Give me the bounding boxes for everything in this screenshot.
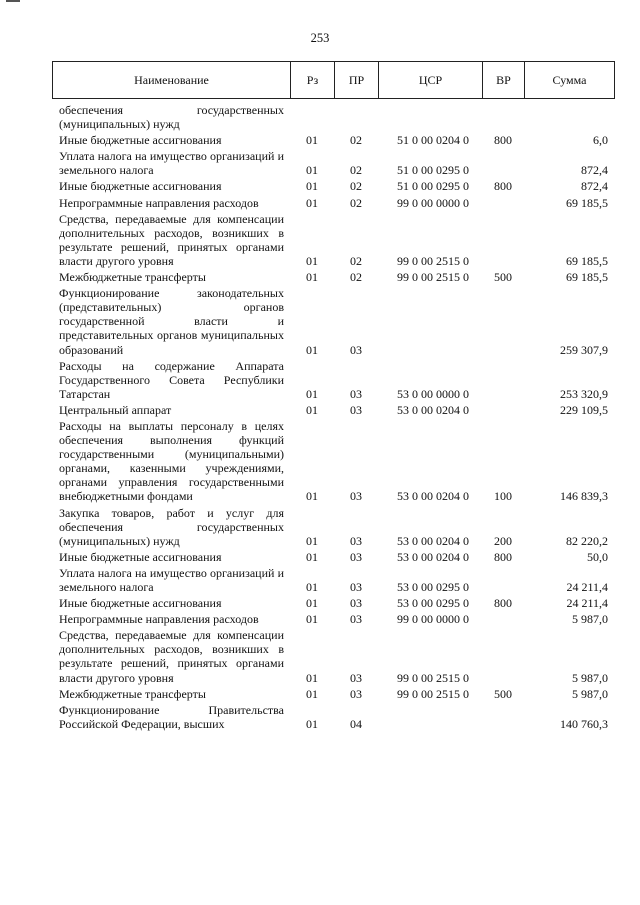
row-pr [334, 102, 378, 132]
row-sum: 872,4 [581, 163, 608, 178]
row-vr: 800 [494, 179, 512, 194]
row-name: Иные бюджетные ассигнования [59, 133, 222, 148]
row-name: Межбюджетные трансферты [59, 270, 206, 285]
row-vr [482, 195, 524, 211]
row-csr: 51 0 00 0204 0 [397, 133, 469, 148]
row-rz [290, 102, 334, 132]
row-vr [482, 702, 524, 732]
row-csr: 99 0 00 2515 0 [397, 670, 469, 685]
table-row [52, 195, 614, 211]
table-row [52, 627, 614, 685]
table-row [52, 178, 614, 194]
row-name: Уплата налога на имущество организаций и земельного налога [59, 149, 284, 178]
row-sum: 50,0 [587, 549, 608, 564]
table-row [52, 505, 614, 549]
row-vr: 100 [494, 489, 512, 504]
table-row [52, 418, 614, 505]
table-row [52, 595, 614, 611]
row-name: Непрограммные направления расходов [59, 195, 259, 210]
row-name: Межбюджетные трансферты [59, 686, 206, 701]
row-name: Закупка товаров, работ и услуг для обеспечения государственных (муниципальных) нужд [59, 505, 284, 548]
header-name: Наименование [53, 62, 291, 99]
row-rz: 01 [306, 386, 318, 401]
row-csr: 51 0 00 0295 0 [397, 179, 469, 194]
row-pr: 02 [350, 163, 362, 178]
row-pr: 03 [350, 670, 362, 685]
row-name: Непрограммные направления расходов [59, 612, 259, 627]
header-sum: Сумма [525, 62, 615, 99]
row-csr: 53 0 00 0204 0 [397, 489, 469, 504]
row-vr: 800 [494, 549, 512, 564]
row-csr [378, 702, 482, 732]
row-vr [482, 402, 524, 418]
row-name: Уплата налога на имущество организаций и земельного налога [59, 565, 284, 594]
row-vr [482, 627, 524, 685]
row-pr: 03 [350, 549, 362, 564]
row-name: Средства, передаваемые для компенсации дополнительных расходов, возникших в результате решений, принятых органами власти другого уровня [59, 211, 284, 268]
row-csr: 99 0 00 0000 0 [397, 612, 469, 627]
table-row [52, 402, 614, 418]
header-vr: ВР [483, 62, 525, 99]
table-row [52, 132, 614, 148]
row-csr: 53 0 00 0204 0 [397, 533, 469, 548]
row-name: Иные бюджетные ассигнования [59, 179, 222, 194]
page-number: 253 [310, 31, 330, 45]
table-row [52, 611, 614, 627]
row-sum: 229 109,5 [560, 402, 608, 417]
row-pr: 03 [350, 533, 362, 548]
row-csr: 99 0 00 2515 0 [397, 270, 469, 285]
row-vr: 800 [494, 133, 512, 148]
row-sum: 5 987,0 [572, 670, 608, 685]
row-vr [482, 148, 524, 178]
row-pr: 02 [350, 195, 362, 210]
table-row [52, 686, 614, 702]
header-csr: ЦСР [379, 62, 483, 99]
row-pr: 03 [350, 612, 362, 627]
row-csr: 53 0 00 0204 0 [397, 402, 469, 417]
row-sum [524, 102, 614, 132]
row-csr: 53 0 00 0295 0 [397, 596, 469, 611]
row-rz: 01 [306, 670, 318, 685]
row-sum: 259 307,9 [560, 342, 608, 357]
row-rz: 01 [306, 342, 318, 357]
row-rz: 01 [306, 489, 318, 504]
row-sum: 82 220,2 [566, 533, 608, 548]
margin-mark [6, 0, 20, 2]
row-vr [482, 285, 524, 357]
row-rz: 01 [306, 253, 318, 268]
row-name: Центральный аппарат [59, 402, 172, 417]
row-pr: 03 [350, 489, 362, 504]
row-vr: 800 [494, 596, 512, 611]
row-rz: 01 [306, 612, 318, 627]
row-name: Иные бюджетные ассигнования [59, 549, 222, 564]
row-pr: 02 [350, 253, 362, 268]
row-pr: 02 [350, 179, 362, 194]
row-vr [482, 211, 524, 269]
row-csr [378, 102, 482, 132]
row-pr: 04 [350, 716, 362, 731]
row-pr: 02 [350, 270, 362, 285]
table-row [52, 269, 614, 285]
row-sum: 69 185,5 [566, 195, 608, 210]
row-vr: 200 [494, 533, 512, 548]
row-sum: 6,0 [593, 133, 608, 148]
row-pr: 03 [350, 596, 362, 611]
row-name: Средства, передаваемые для компенсации дополнительных расходов, возникших в результате решений, принятых органами власти другого уровня [59, 628, 284, 685]
table-row [52, 565, 614, 595]
row-sum: 872,4 [581, 179, 608, 194]
row-sum: 69 185,5 [566, 270, 608, 285]
row-name: Функционирование Правительства Российской Федерации, высших [59, 702, 284, 731]
row-pr: 03 [350, 386, 362, 401]
row-csr: 51 0 00 0295 0 [397, 163, 469, 178]
row-pr: 03 [350, 686, 362, 701]
row-csr: 99 0 00 2515 0 [397, 686, 469, 701]
row-rz: 01 [306, 580, 318, 594]
row-vr [482, 358, 524, 402]
header-rz: Рз [291, 62, 335, 99]
row-sum: 146 839,3 [560, 489, 608, 504]
row-vr [482, 611, 524, 627]
row-csr: 53 0 00 0204 0 [397, 549, 469, 564]
row-csr: 99 0 00 2515 0 [397, 253, 469, 268]
row-pr: 03 [350, 402, 362, 417]
row-csr: 53 0 00 0295 0 [397, 580, 469, 594]
row-sum: 140 760,3 [560, 716, 608, 731]
row-rz: 01 [306, 596, 318, 611]
row-csr [378, 285, 482, 357]
table-row [52, 148, 614, 178]
row-sum: 69 185,5 [566, 253, 608, 268]
row-sum: 5 987,0 [572, 686, 608, 701]
row-rz: 01 [306, 179, 318, 194]
table-header [52, 61, 615, 99]
row-name: обеспечения государственных (муниципальных) нужд [59, 103, 284, 132]
row-rz: 01 [306, 163, 318, 178]
row-vr: 500 [494, 270, 512, 285]
row-rz: 01 [306, 686, 318, 701]
table-row [52, 102, 614, 132]
row-pr: 03 [350, 580, 362, 594]
row-sum: 24 211,4 [566, 596, 608, 611]
row-pr: 03 [350, 342, 362, 357]
row-vr [482, 102, 524, 132]
row-pr: 02 [350, 133, 362, 148]
row-rz: 01 [306, 270, 318, 285]
row-csr: 99 0 00 0000 0 [397, 195, 469, 210]
row-name: Расходы на выплаты персоналу в целях обеспечения выполнения функций государственными (муниципальными) органами, казенными учреждениями, органами управления государственными внебюджетными фондами [59, 418, 284, 504]
row-vr [482, 565, 524, 595]
row-rz: 01 [306, 133, 318, 148]
row-name: Иные бюджетные ассигнования [59, 596, 222, 611]
budget-table [52, 102, 614, 732]
table-row [52, 358, 614, 402]
row-csr: 53 0 00 0000 0 [397, 386, 469, 401]
row-rz: 01 [306, 716, 318, 731]
row-sum: 5 987,0 [572, 612, 608, 627]
row-name: Расходы на содержание Аппарата Государственного Совета Республики Татарстан [59, 358, 284, 401]
table-row [52, 702, 614, 732]
header-pr: ПР [335, 62, 379, 99]
row-vr: 500 [494, 686, 512, 701]
row-rz: 01 [306, 195, 318, 210]
row-sum: 253 320,9 [560, 386, 608, 401]
table-row [52, 211, 614, 269]
row-rz: 01 [306, 533, 318, 548]
row-sum: 24 211,4 [566, 580, 608, 594]
row-name: Функционирование законодательных (представительных) органов государственной власти и представительных органов муниципальных образований [59, 286, 284, 357]
row-rz: 01 [306, 402, 318, 417]
table-row [52, 285, 614, 357]
table-row [52, 549, 614, 565]
table-body [52, 102, 614, 732]
row-rz: 01 [306, 549, 318, 564]
